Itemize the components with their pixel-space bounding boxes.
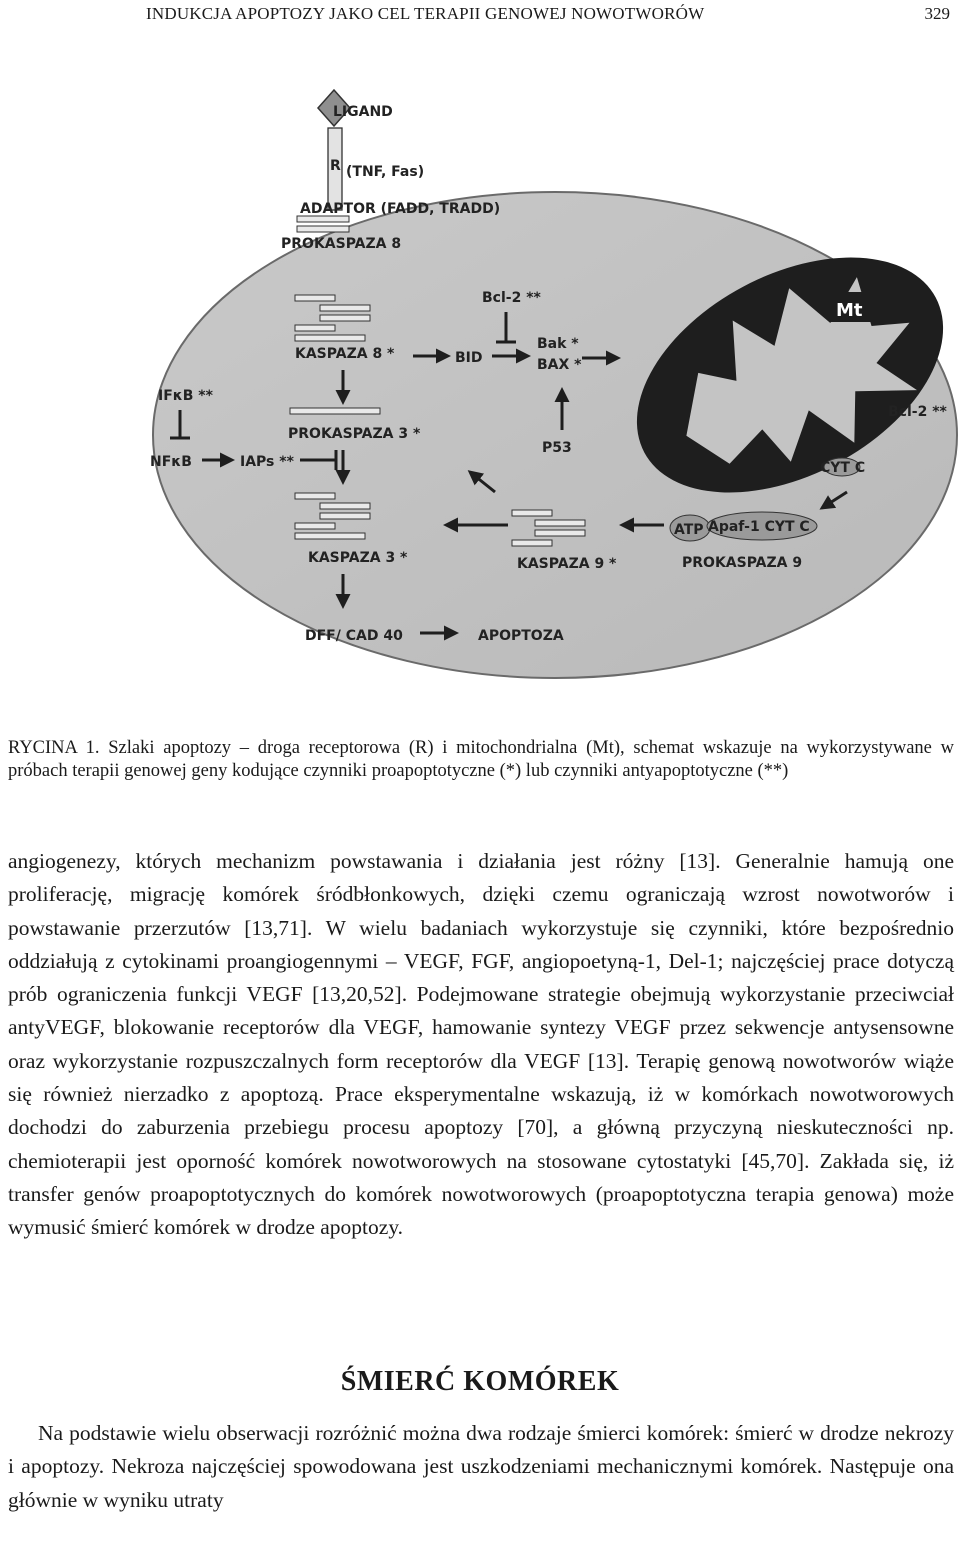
intro-text: [8, 1417, 954, 1517]
kaspaza9-label: KASPAZA 9 *: [517, 556, 617, 572]
bcl2-top-label: Bcl-2 **: [482, 290, 541, 306]
apoptoza-label: APOPTOZA: [478, 628, 564, 644]
prokaspaza3-label: PROKASPAZA 3 *: [288, 426, 421, 442]
figure-caption: RYCINA 1. Szlaki apoptozy – droga receptorowa (R) i mitochondrialna (Mt), schemat wskazuje na wykorzystywane w próbach terapii genowej geny kodujące czynniki proapoptotyczne (*) lub czynniki antyapoptotyczne (**): [8, 738, 954, 781]
page-header: [0, 4, 960, 30]
cytc-label: CYT C: [820, 460, 866, 476]
kaspaza8-label: KASPAZA 8 *: [295, 346, 395, 362]
dff-cad-label: DFF/ CAD 40: [305, 628, 403, 644]
atp-label: ATP: [674, 522, 704, 538]
bax-label: BAX *: [537, 357, 582, 373]
p53-label: P53: [542, 440, 572, 456]
nfkb-label: NFκB: [150, 454, 192, 470]
running-title: INDUKCJA APOPTOZY JAKO CEL TERAPII GENOWEJ NOWOTWORÓW: [146, 4, 705, 23]
apaf-cytc-label: Apaf-1 CYT C: [708, 519, 810, 535]
page-number: 329: [924, 4, 950, 23]
prokaspaza8-label: PROKASPAZA 8: [281, 236, 402, 252]
bid-label: BID: [455, 350, 483, 366]
adaptor-label: ADAPTOR (FADD, TRADD): [300, 201, 501, 217]
kaspaza3-label: KASPAZA 3 *: [308, 550, 408, 566]
iaps-label: IAPs **: [240, 454, 294, 470]
apoptosis-pathway-figure: [150, 80, 960, 680]
ligand-label: LIGAND: [333, 104, 393, 120]
body-text: [8, 845, 954, 1245]
body-paragraph: angiogenezy, których mechanizm powstawania i działania jest różny [13]. Generalnie hamują one proliferację, migrację komórek śródbłonkowych, dzięki czemu ograniczają wzrost nowotworów i powstawanie przerzutów [13,71]. W wielu badaniach wykorzystuje się czynniki, które bezpośrednio oddziałują z cytokinami proangiogennymi – VEGF, FGF, angiopoetyną-1, Del-1; najczęściej prace dotyczą prób ograniczenia funkcji VEGF [13,20,52]. Podejmowane strategie obejmują wykorzystanie przeciwciał antyVEGF, blokowanie receptorów dla VEGF, hamowanie syntezy VEGF przez sekwencje antysensowne oraz wykorzystanie rozpuszczalnych form receptorów dla VEGF [13]. Terapię genową nowotworów wiąże się również nierzadko z apoptozą. Prace eksperymentalne wskazują, iż w komórkach nowotworowych dochodzi do zaburzenia przebiegu procesu apoptozy [70], a główną przyczyną nieskuteczności np. chemioterapii jest oporność komórek nowotworowych na stosowane cytostatyki [45,70]. Zakłada się, iż transfer genów proapoptotycznych do komórek nowotworowych (proapoptotyczna terapia genowa) może wymusić śmierć komórek w drodze apoptozy.: [8, 849, 954, 1240]
pathway-diagram: [150, 80, 960, 680]
bcl2-right-label: Bcl-2 **: [888, 404, 947, 420]
receptor-label: R: [330, 158, 341, 174]
mt-label: Mt: [836, 300, 863, 321]
ifkb-label: IFκB **: [158, 388, 213, 404]
prokaspaza9-label: PROKASPAZA 9: [682, 555, 803, 571]
section-heading: ŚMIERĆ KOMÓREK: [340, 1366, 620, 1397]
intro-paragraph: Na podstawie wielu obserwacji rozróżnić można dwa rodzaje śmierci komórek: śmierć w drodze nekrozy i apoptozy. Nekroza najczęściej spowodowana jest uszkodzeniami mechanicznymi komórek. Następuje ona głównie w wyniku utraty: [8, 1421, 954, 1512]
receptor-detail-label: (TNF, Fas): [346, 164, 425, 180]
bak-label: Bak *: [537, 336, 579, 352]
